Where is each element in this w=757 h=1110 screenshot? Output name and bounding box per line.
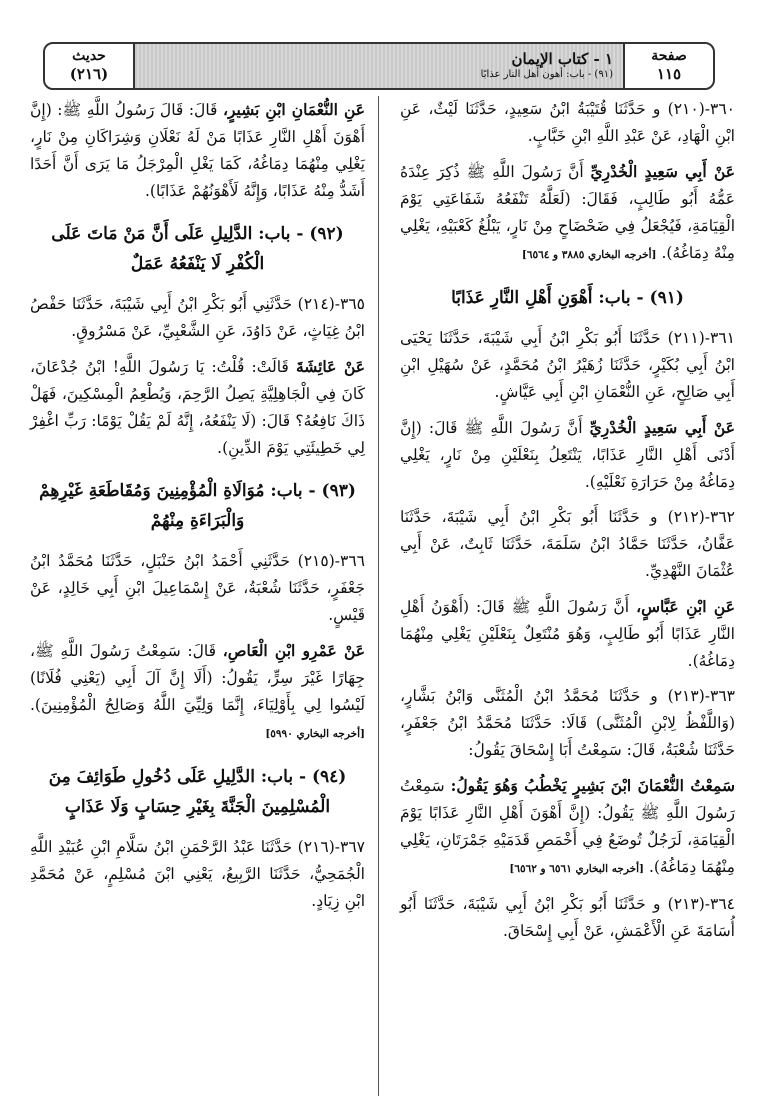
page-number-box — [623, 44, 713, 88]
section-title: (٩١) - باب: أهون أهل النار عذابًا — [480, 69, 613, 80]
hadith-364-matn — [30, 96, 365, 205]
matn-text: سَمِعْتُ رَسُولَ اللَّهِ ﷺ يَقُولُ: (إِنَّ أَهْوَنَ أَهْلِ النَّارِ عَذَابًا يَوْمَ الْقِيَامَةِ، لَرَجُلٌ تُوضَعُ فِي أَخْمَصِ قَدَمَيْهِ جَمْرَتَانِ، يَغْلِي مِنْهُمَا دِمَاغُهُ). — [400, 777, 735, 876]
hadith-366-isnad: ٣٦٦-(٢١٥) حَدَّثَنِي أَحْمَدُ ابْنُ حَنْبَلٍ، حَدَّثَنَا مُحَمَّدُ ابْنُ جَعْفَرٍ، حَدَّثَنَا شُعْبَةُ، عَنْ إِسْمَاعِيلَ ابْنِ أَبِي خَالِدٍ، عَنْ قَيْسٍ. — [30, 552, 365, 624]
matn-text: أَنَّ رَسُولَ اللَّهِ ﷺ قَالَ: (إِنَّ أَدْنَى أَهْلِ النَّارِ عَذَابًا، يَنْتَعِلُ بِنَعْلَيْنِ مِنْ نَارٍ، يَغْلِي دِمَاغُهُ مِنْ حَرَارَةِ نَعْلَيْهِ). — [400, 419, 735, 491]
bukhari-reference: [أخرجه البخاري ٣٨٨٥ و ٦٥٦٤] — [521, 249, 657, 261]
matn-text: أَنَّ رَسُولَ اللَّهِ ﷺ ذُكِرَ عِنْدَهُ عَمُّهُ أَبُو طَالِبٍ، فَقَالَ: (لَعَلَّهُ تَنْفَعُهُ شَفَاعَتِي يَوْمَ الْقِيَامَةِ، فَيُجْعَلُ فِي ضَحْضَاحٍ مِنْ نَارٍ، يَبْلُغُ كَعْبَيْهِ، يَغْلِي مِنْهُ دِمَاغُهُ). — [400, 163, 735, 262]
header-title — [185, 50, 613, 81]
hadith-label: حديث — [72, 48, 106, 64]
page-label: صفحة — [651, 48, 687, 64]
page-header — [43, 42, 715, 90]
bukhari-reference: [أخرجه البخاري ٦٥٦١ و ٦٥٦٢] — [509, 863, 644, 875]
narrator: عَنْ أَبِي سَعِيدٍ الْخُدْرِيِّ — [590, 162, 735, 181]
matn-text: أَنَّ رَسُولَ اللَّهِ ﷺ قَالَ: (أَهْوَنُ أَهْلِ النَّارِ عَذَابًا أَبُو طَالِبٍ، وَهُوَ مُنْتَعِلٌ بِنَعْلَيْنِ يَغْلِي مِنْهُمَا دِمَاغُهُ). — [400, 598, 735, 670]
narrator: عَنْ عَمْرِو ابْنِ الْعَاصِ، — [222, 641, 365, 660]
narrator: عَنِ ابْنِ عَبَّاسٍ، — [636, 597, 735, 616]
chapter-91-heading: (٩١) - باب: أَهْوَنِ أَهْلِ النَّارِ عَذَابًا — [451, 288, 684, 308]
hadith-363-isnad: ٣٦٣-(٢١٣) و حَدَّثَنَا مُحَمَّدُ ابْنُ الْمُثَنَّى وَابْنُ بَشَّارٍ، (وَاللَّفْظُ لِابْنِ الْمُثَنَّى) قَالَا: حَدَّثَنَا مُحَمَّدُ ابْنُ جَعْفَرٍ، حَدَّثَنَا شُعْبَةُ، قَالَ: سَمِعْتُ أَبَا إِسْحَاقَ يَقُولُ: — [400, 687, 735, 759]
right-column — [400, 96, 735, 945]
hadith-361-matn — [400, 414, 735, 496]
hadith-362-matn — [400, 593, 735, 675]
hadith-361-isnad: ٣٦١-(٢١١) حَدَّثَنَا أَبُو بَكْرِ ابْنُ أَبِي شَيْبَةَ، حَدَّثَنَا يَحْيَى ابْنُ أَبِي بُكَيْرٍ، حَدَّثَنَا زُهَيْرُ ابْنُ مُحَمَّدٍ، عَنْ سُهَيْلِ ابْنِ أَبِي صَالِحٍ، عَنِ النُّعْمَانِ ابْنِ أَبِي عَيَّاشٍ. — [400, 329, 735, 401]
hadith-364-isnad: ٣٦٤-(٢١٣) و حَدَّثَنَا أَبُو بَكْرِ ابْنُ أَبِي شَيْبَةَ، حَدَّثَنَا أَبُو أُسَامَةَ عَنِ الْأَعْمَشِ، عَنْ أَبِي إِسْحَاقَ. — [400, 895, 735, 940]
narrator: عَنْ أَبِي سَعِيدٍ الْخُدْرِيِّ — [589, 418, 735, 437]
hadith-367-isnad: ٣٦٧-(٢١٦) حَدَّثَنَا عَبْدُ الرَّحْمَنِ ابْنُ سَلَّامِ ابْنِ عُبَيْدِ اللَّهِ الْجُمَحِيُّ، حَدَّثَنَا الرَّبِيعُ، يَعْنِي ابْنَ مُسْلِمٍ، عَنْ مُحَمَّدِ ابْنِ زِيَادٍ. — [30, 838, 365, 910]
hadith-363-matn — [400, 772, 735, 883]
hadith-365-matn — [30, 353, 365, 462]
chapter-92-heading: (٩٢) - باب: الدَّلِيلِ عَلَى أَنَّ مَنْ مَاتَ عَلَى الْكُفْرِ لَا يَنْفَعُهُ عَمَلٌ — [51, 224, 344, 274]
narrator: سَمِعْتُ النُّعْمَانَ ابْنَ بَشِيرٍ يَخْطُبُ وَهُوَ يَقُولُ: — [450, 776, 735, 795]
hadith-362-isnad: ٣٦٢-(٢١٢) و حَدَّثَنَا أَبُو بَكْرِ ابْنُ أَبِي شَيْبَةَ، حَدَّثَنَا عَفَّانُ، حَدَّثَنَا حَمَّادُ ابْنُ سَلَمَةَ، حَدَّثَنَا ثَابِتٌ، عَنْ أَبِي عُثْمَانَ النَّهْدِيِّ. — [400, 508, 735, 580]
left-column — [30, 96, 365, 915]
chapter-94-heading: (٩٤) - باب: الدَّلِيلِ عَلَى دُخُولِ طَوَائِفَ مِنَ الْمُسْلِمِينَ الْجَنَّةَ بِغَيْرِ حِسَابٍ وَلَا عَذَابٍ — [48, 767, 347, 817]
narrator: عَنْ عَائِشَةَ — [295, 357, 365, 376]
book-title: ١ - كتاب الإيمان — [511, 50, 613, 68]
bukhari-reference: [أخرجه البخاري ٥٩٩٠] — [265, 728, 365, 740]
hadith-360-matn — [400, 158, 735, 269]
hadith-360-isnad: ٣٦٠-(٢١٠) و حَدَّثَنَا قُتَيْبَةُ ابْنُ سَعِيدٍ، حَدَّثَنَا لَيْثٌ، عَنِ ابْنِ الْهَادِ، عَنْ عَبْدِ اللَّهِ ابْنِ خَبَّابٍ. — [400, 100, 735, 145]
chapter-93-heading: (٩٣) - باب: مُوَالَاةِ الْمُؤْمِنِينَ وَمُقَاطَعَةِ غَيْرِهِمْ وَالْبَرَاءَةِ مِنْهُمْ — [39, 481, 356, 531]
hadith-number-box — [45, 44, 135, 88]
matn-text: قَالَ: قَالَ رَسُولُ اللَّهِ ﷺ: (إِنَّ أَهْوَنَ أَهْلِ النَّارِ عَذَابًا مَنْ لَهُ نَعْلَانِ وَشِرَاكَانِ مِنْ نَارٍ، يَغْلِي مِنْهُمَا دِمَاغُهُ، كَمَا يَغْلِ الْمِرْجَلُ مَا يَرَى أَنَّ أَحَدًا أَشَدُّ مِنْهُ عَذَابًا، وَإِنَّهُ لَأَهْوَنُهُمْ عَذَابًا). — [30, 101, 365, 200]
hadith-365-isnad: ٣٦٥-(٢١٤) حَدَّثَنِي أَبُو بَكْرِ ابْنُ أَبِي شَيْبَةَ، حَدَّثَنَا حَفْصُ ابْنُ غِيَاثٍ، عَنْ دَاوُدَ، عَنِ الشَّعْبِيِّ، عَنْ مَسْرُوقٍ. — [30, 295, 365, 340]
hadith-number: (٢١٦) — [69, 65, 109, 83]
column-divider — [378, 96, 379, 1096]
narrator: عَنِ النُّعْمَانِ ابْنِ بَشِيرٍ، — [222, 100, 365, 119]
page-number: ١١٥ — [656, 65, 682, 83]
matn-text: قَالَتْ: قُلْتُ: يَا رَسُولَ اللَّهِ! ابْنُ جُدْعَانَ، كَانَ فِي الْجَاهِلِيَّةِ يَصِلُ الرَّحِمَ، وَيُطْعِمُ الْمِسْكِينَ، فَهَلْ ذَاكَ نَافِعُهُ؟ قَالَ: (لَا يَنْفَعُهُ، إِنَّهُ لَمْ يَقُلْ يَوْمًا: رَبِّ اغْفِرْ لِي خَطِيئَتِي يَوْمَ الدِّينِ). — [30, 358, 365, 457]
hadith-366-matn — [30, 637, 365, 748]
matn-text: قَالَ: سَمِعْتُ رَسُولَ اللَّهِ ﷺ، جِهَارًا غَيْرَ سِرٍّ، يَقُولُ: (أَلَا إِنَّ آلَ أَبِي (يَعْنِي فُلَانًا) لَيْسُوا لِي بِأَوْلِيَاءَ، إِنَّمَا وَلِيِّيَ اللَّهُ وَصَالِحُ الْمُؤْمِنِينَ). — [30, 642, 365, 714]
